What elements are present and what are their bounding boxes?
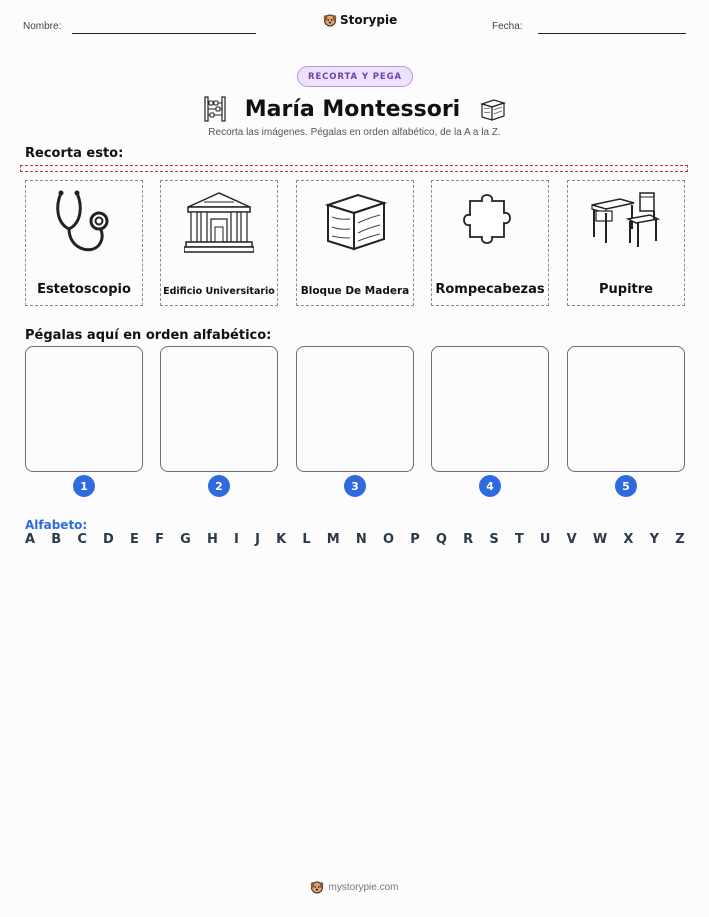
- alphabet-letter: L: [302, 532, 311, 547]
- alphabet-letter: C: [77, 532, 87, 547]
- footer-url[interactable]: mystorypie.com: [328, 881, 399, 893]
- title-row: [0, 92, 709, 126]
- alphabet-letter: M: [326, 532, 340, 547]
- alphabet-letter: D: [103, 532, 114, 547]
- alphabet-letter: R: [463, 532, 474, 547]
- instructions: Recorta las imágenes. Pégalas en orden alfabético, de la A a la Z.: [208, 127, 501, 138]
- alphabet-letter: O: [382, 532, 395, 547]
- school-desk-icon: [590, 189, 662, 249]
- cut-card-puzzle[interactable]: [431, 180, 549, 306]
- alphabet-letter: H: [206, 532, 218, 547]
- brand-name: Storypie: [340, 13, 398, 27]
- cut-card-stethoscope[interactable]: [25, 180, 143, 306]
- alphabet-label: Alfabeto:: [25, 518, 88, 532]
- paste-box-1[interactable]: [25, 346, 143, 472]
- date-label: Fecha:: [492, 21, 523, 32]
- alphabet-letter: J: [255, 532, 260, 547]
- alphabet-letter: W: [592, 532, 608, 547]
- card-label: Bloque De Madera: [300, 285, 410, 297]
- paste-box-2[interactable]: [160, 346, 278, 472]
- alphabet-letter: U: [539, 532, 551, 547]
- number-badge-5: 5: [615, 475, 637, 497]
- dog-logo-icon: [310, 880, 324, 894]
- alphabet-letter: Z: [675, 532, 685, 547]
- alphabet-letter: B: [51, 532, 62, 547]
- abacus-icon: [203, 96, 227, 122]
- activity-badge: RECORTA Y PEGA: [297, 66, 413, 87]
- card-label: Rompecabezas: [435, 282, 545, 297]
- alphabet-letter: F: [155, 532, 164, 547]
- cut-card-desk[interactable]: [567, 180, 685, 306]
- cut-card-university[interactable]: [160, 180, 278, 306]
- alphabet-letter: Q: [435, 532, 447, 547]
- footer: [0, 880, 709, 894]
- brand-logo: [323, 13, 397, 27]
- alphabet-letter: S: [489, 532, 499, 547]
- number-badge-2: 2: [208, 475, 230, 497]
- university-building-icon: [184, 189, 254, 255]
- alphabet-letter: E: [130, 532, 139, 547]
- alphabet-row: [25, 532, 685, 547]
- page-title: María Montessori: [244, 96, 461, 122]
- alphabet-letter: A: [25, 532, 36, 547]
- alphabet-letter: V: [566, 532, 577, 547]
- paste-heading: Pégalas aquí en orden alfabético:: [25, 328, 272, 343]
- name-line[interactable]: [72, 33, 256, 34]
- wooden-block-icon: [478, 96, 506, 122]
- alphabet-letter: I: [234, 532, 239, 547]
- number-badge-3: 3: [344, 475, 366, 497]
- puzzle-piece-icon: [460, 189, 520, 249]
- alphabet-letter: G: [180, 532, 191, 547]
- cut-card-block[interactable]: [296, 180, 414, 306]
- alphabet-letter: P: [410, 532, 420, 547]
- alphabet-letter: N: [355, 532, 367, 547]
- stethoscope-icon: [49, 189, 119, 259]
- wooden-block-icon: [322, 189, 388, 253]
- card-label: Estetoscopio: [37, 282, 131, 297]
- card-label: Edificio Universitario: [163, 286, 275, 297]
- paste-box-5[interactable]: [567, 346, 685, 472]
- card-label: Pupitre: [599, 282, 653, 297]
- cut-line: [20, 165, 688, 172]
- alphabet-letter: Y: [649, 532, 660, 547]
- number-badge-1: 1: [73, 475, 95, 497]
- paste-box-3[interactable]: [296, 346, 414, 472]
- alphabet-letter: K: [276, 532, 287, 547]
- number-badge-4: 4: [479, 475, 501, 497]
- dog-logo-icon: [323, 13, 337, 27]
- paste-box-4[interactable]: [431, 346, 549, 472]
- name-label: Nombre:: [23, 21, 62, 32]
- cut-heading: Recorta esto:: [25, 146, 124, 161]
- alphabet-letter: T: [514, 532, 524, 547]
- alphabet-letter: X: [623, 532, 634, 547]
- date-line[interactable]: [538, 33, 686, 34]
